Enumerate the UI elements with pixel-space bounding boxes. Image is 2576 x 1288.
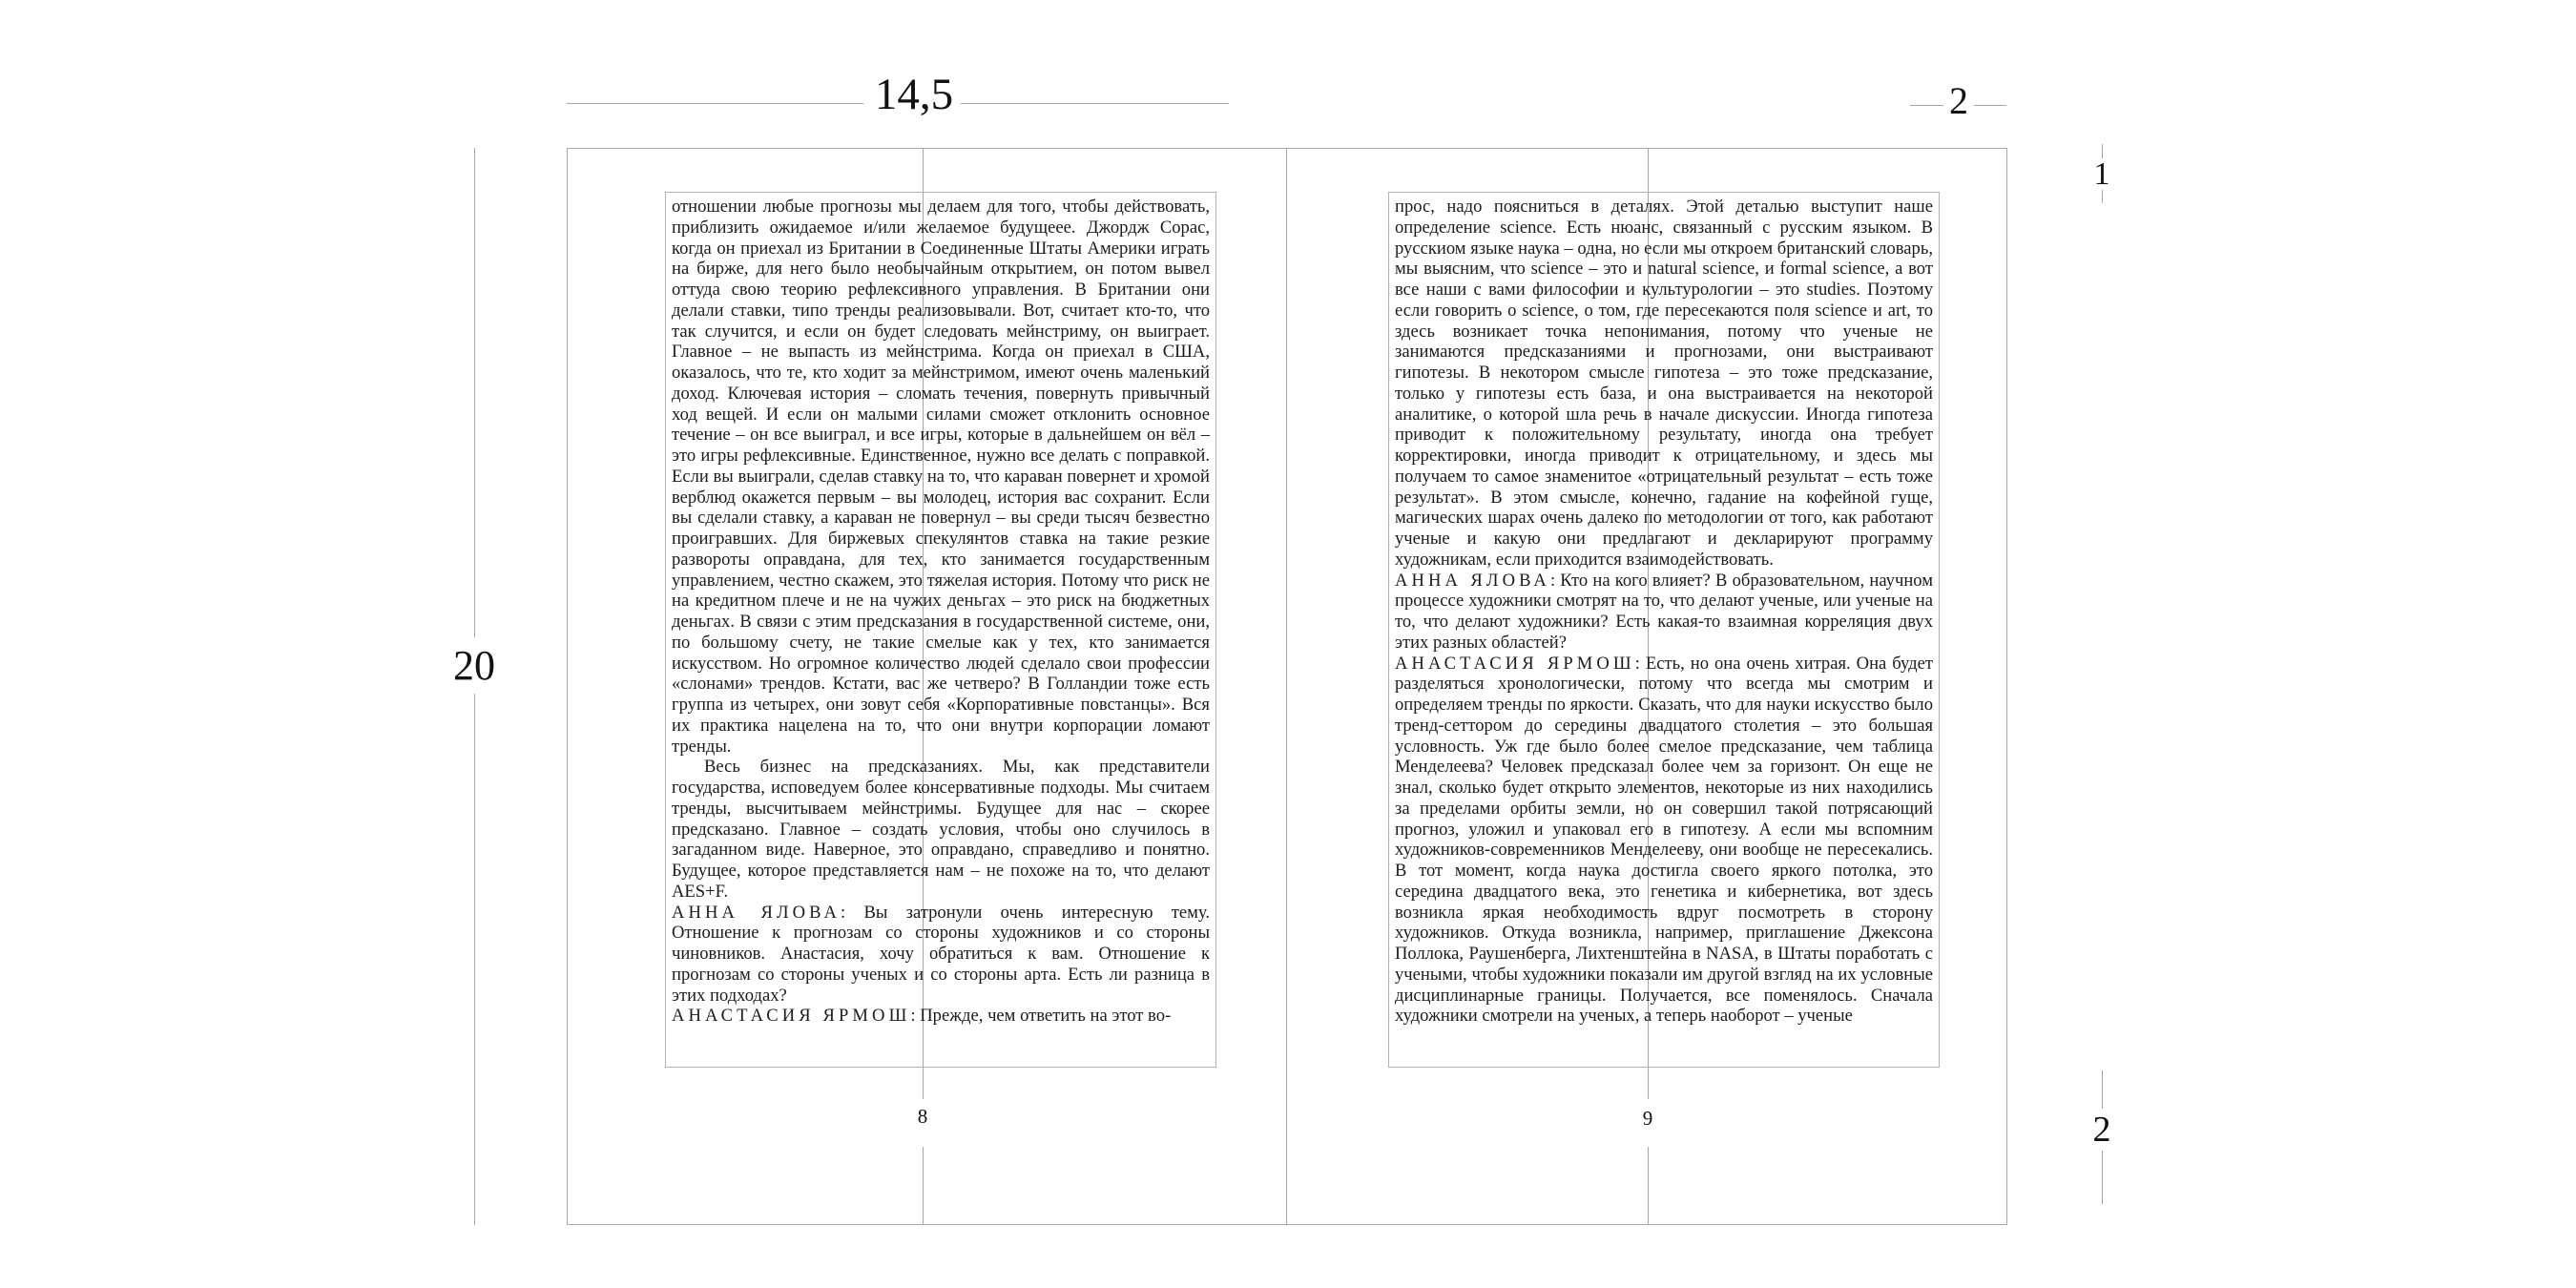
text-run: : Прежде, чем ответить на этот во- — [910, 1006, 1172, 1027]
text-run: прос, надо поясниться в деталях. Этой деталью выступит наше определение science. Есть нюанс, связанный с русским языком. В русскиом языке наука – одна, но если мы откроем британский словарь, мы выясним, что science – это и natural science, и formal science, а вот все наши с вами философии и культурологии – это studies. Поэтому если говорить о science, о том, где пересекаются поля science и art, то здесь возникает точка непонимания, потому что ученые не занимаются предсказаниями и прогнозами, они выстраивают гипотезы. В некотором смысле гипотеза – это тоже предсказание, только у гипотезы есть база, и она выстраивается на некоторой аналитике, о которой шла речь в начале дискуссии. Иногда гипотеза приводит к положительному результату, иногда она требует корректировки, иногда приводит к отрицательному, и здесь мы получаем то самое знаменитое «отрицательный результат – есть тоже результат». В этом смысле, конечно, гадание на кофейной гуще, магических шарах очень далеко по методологии от того, как работают ученые и какую они предлагают и декларируют программу художникам, если приходится взаимодействовать. — [1395, 197, 1933, 570]
right-page-number: 9 — [1642, 1107, 1653, 1130]
left-column-axis-line-bottom — [923, 1147, 924, 1225]
left-page-number: 8 — [917, 1105, 928, 1128]
paragraph — [672, 757, 1210, 902]
top-dimension-line-right — [961, 103, 1229, 104]
right-page-text-block — [1388, 192, 1940, 1068]
text-run: : Есть, но она очень хитрая. Она будет разделяться хронологически, потому что всегда мы смотрим и определяем тренды по яркости. Сказать, что для науки искусство было тренд-сеттором до середины двадцатого столетия – это большая условность. Уж где было более смелое предсказание, чем таблица Менделеева? Человек предсказал более чем за горизонт. Он еще не знал, сколько будет открыто элементов, некоторые из них находились за пределами орбиты земли, но он совершил такой потрясающий прогноз, уложил и упаковал его в гипотезу. А если мы вспомним художников-современников Менделееву, они вообще не пересекались. В тот момент, когда наука достигла своего яркого потолка, это середина двадцатого века, это генетика и кибернетика, вот здесь возникла яркая необходимость вдруг посмотреть в сторону художников. Откуда возникла, например, приглашение — [1395, 653, 1933, 944]
right-bottom-dimension-dash-lower — [2102, 1151, 2103, 1204]
paragraph — [672, 197, 1210, 757]
left-dimension-line-bottom — [474, 694, 475, 1225]
paragraph — [1395, 654, 1933, 1028]
left-dimension-line-top — [474, 148, 475, 637]
text-run: : Вы затронули очень интересную тему. Отношение к прогнозам со стороны художников и со стороны чиновников. Анастасия, хочу обратиться к вам. Отношение к прогнозам со стороны ученых и со стороны арта. Есть ли разница в этих подходах? — [672, 902, 1210, 1006]
paragraph — [1395, 571, 1933, 654]
outer-margin-dimension-label: 2 — [1949, 79, 1968, 122]
paragraph — [672, 903, 1210, 1007]
left-page-text-block — [665, 192, 1216, 1068]
speaker-name: АНАСТАСИЯ ЯРМОШ — [672, 1006, 911, 1027]
right-column-axis-line-bottom — [1648, 1147, 1649, 1225]
page-width-dimension-label: 14,5 — [874, 70, 954, 119]
paragraph — [672, 1006, 1210, 1027]
italic-text-run: «Корпоративные повстанцы» — [946, 695, 1172, 715]
page-height-dimension-label: 20 — [453, 642, 495, 689]
text-run: отношении любые прогнозы мы делаем для того, чтобы действовать, приблизить ожидаемое и/или желаемое будущеее. — [672, 197, 1210, 238]
text-run: : Кто на кого влияет? В образовательном, научном процессе художники смотрят на то, что делают ученые, или ученые на то, что делают художники? Есть какая-то взаимная корреляция двух этих разных областей? — [1395, 570, 1933, 653]
right-bottom-dimension-dash-upper — [2102, 1070, 2103, 1109]
gutter-line — [1286, 148, 1287, 1225]
italic-text-run: Джордж Сорас — [1086, 217, 1206, 238]
speaker-name: АНАСТАСИЯ ЯРМОШ — [1395, 653, 1635, 674]
bottom-margin-dimension-label: 2 — [2092, 1110, 2111, 1150]
speaker-name: АННА ЯЛОВА — [1395, 570, 1550, 591]
text-run: . Вся их практика нацелена на то, что они внутри корпорации ломают тренды. — [672, 695, 1210, 757]
top-margin-dimension-label: 1 — [2093, 156, 2110, 192]
text-run: в NASA, в Штаты поработать с учеными, чтобы художники показали им другой взгляд на их условные дисциплинарные границы. Получается, все поменялось. Сначала художники смотрели на ученых, а теперь наоборот – ученые — [1395, 944, 1934, 1027]
speaker-name: АННА ЯЛОВА — [672, 902, 841, 923]
text-run: Весь бизнес на предсказаниях. Мы, как представители государства, исповедуем более консервативные подходы. Мы считаем тренды, высчитываем мейнстримы. Будущее для нас – скорее предсказано. Главное – создать условия, чтобы оно случилось в загаданном виде. Наверное, это оправдано, справедливо и понятно. Будущее, которое представляется нам – не похоже на то, что делают AES+F. — [672, 757, 1210, 902]
text-run: , когда он приехал из Британии в Соединенные Штаты Америки играть на бирже, для него было необычайным открытием, он потом вывел оттуда свою теорию рефлексивного управления. В Британии они делали ставки, типо тренды реализовывали. Вот, считает кто-то, что так случится, и если он будет следовать мейнстриму, он выиграет. Главное – не выпасть из мейнстрима. Когда он приехал в США, оказалось, что те, кто ходит за мейнстримом, имеют очень маленький доход. Ключевая история – сломать течения, повернуть привычный ход вещей. И если он малыми силами сможет отклонить основное течение – он все выиграл, и все игры, которые в дальнейшем он вёл – это игры рефлексивные. Единственное, нужно все делать с поправкой. Если вы выиграли, сделав ставку на то, что караван повернет и хромой верблюд окажется первым – вы молодец, история вас сохранит. Если вы сделали ставку, а караван не повернул – вы среди тысяч безвестно проигравших. Для биржевых спекулянтов ставка на такие резкие развороты оправдана, для тех, кто занимается государственным управлением, честно скажем, это тяжелая история. Потому что риск не на кредитном плече и не на чужих деньгах – это риск на бюджетных деньгах. В связи с этим предсказания в государственной системе, они, по большому счету, не такие смелые как у тех, кто занимается искусством. Но огромное количество людей сделало свои профессии «слонами» трендов. Кстати, вас же четверо? В Голландии тоже есть группа из четырех, они зовут себя — [672, 217, 1210, 715]
italic-text-run: Джексона Поллока, Раушенберга, Лихтенштейна — [1395, 923, 1933, 964]
paragraph — [1395, 197, 1933, 571]
top-dimension-line-left — [567, 103, 863, 104]
